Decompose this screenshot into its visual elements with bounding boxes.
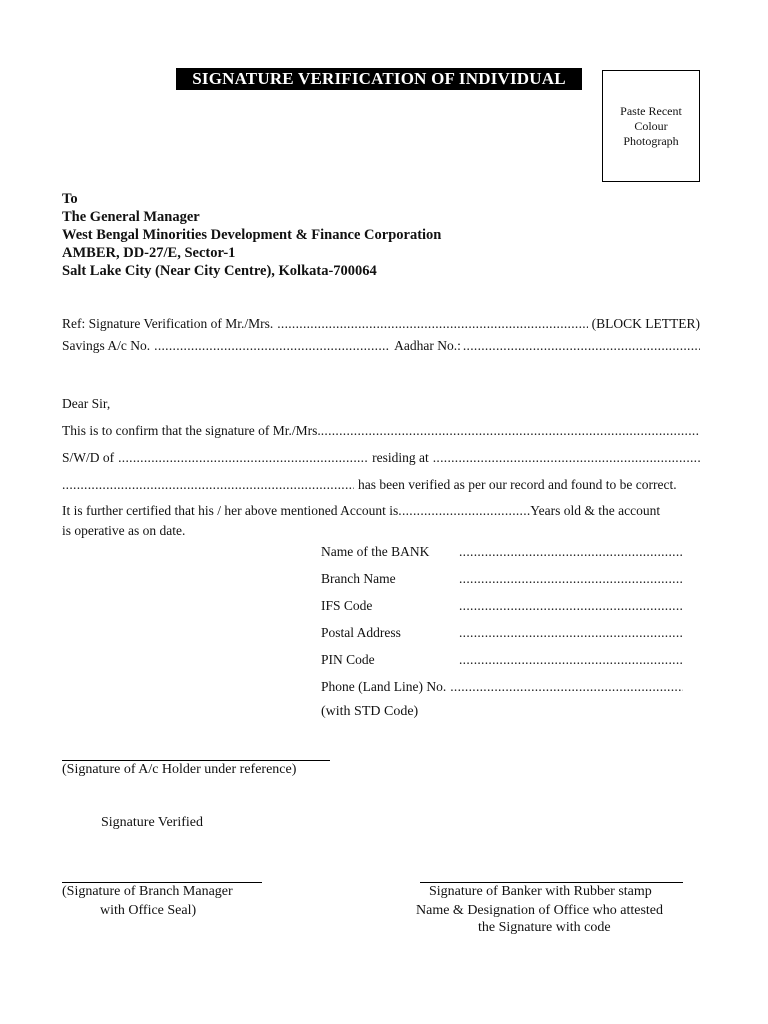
address-line: West Bengal Minorities Development & Finance Corporation	[62, 227, 442, 243]
holder-name-fill-field[interactable]	[321, 423, 700, 439]
swd-label: S/W/D of	[62, 450, 115, 465]
address-line: The General Manager	[62, 209, 200, 225]
bank-field-row	[321, 598, 683, 614]
ifs-code-fill-field[interactable]	[459, 598, 683, 614]
address-continue-fill-field[interactable]	[62, 477, 354, 493]
signature-verified-label: Signature Verified	[101, 815, 203, 830]
confirm-text: This is to confirm that the signature of Mr./Mrs.	[62, 423, 321, 438]
photo-placeholder-box	[602, 70, 700, 182]
operative-text: is operative as on date.	[62, 523, 186, 538]
branch-name-fill-field[interactable]	[459, 571, 683, 587]
form-title: SIGNATURE VERIFICATION OF INDIVIDUAL	[176, 68, 582, 90]
salutation: Dear Sir,	[62, 396, 111, 411]
bank-name-fill-field[interactable]	[459, 544, 683, 560]
bank-field-row	[321, 652, 683, 668]
confirm-line	[62, 423, 700, 439]
bank-field-row	[321, 571, 683, 587]
manager-signature-line[interactable]	[62, 882, 262, 883]
address-line: Salt Lake City (Near City Centre), Kolkata-700064	[62, 263, 377, 279]
verified-line	[62, 477, 700, 493]
residing-label: residing at	[372, 450, 429, 465]
residence-fill-field[interactable]	[433, 450, 700, 466]
banker-signature-caption: the Signature with code	[478, 920, 611, 935]
address-to: To	[62, 191, 78, 207]
holder-signature-caption: (Signature of A/c Holder under reference)	[62, 762, 297, 777]
phone-fill-field[interactable]	[450, 679, 683, 695]
ref-line	[62, 316, 700, 332]
photo-box-line: Colour	[634, 118, 668, 133]
postal-address-fill-field[interactable]	[459, 625, 683, 641]
manager-signature-caption: (Signature of Branch Manager	[62, 884, 233, 899]
certified-text-b: Years old & the account	[530, 503, 661, 518]
certified-text-a: It is further certified that his / her above mentioned Account is	[62, 503, 399, 518]
banker-signature-caption: Name & Designation of Office who attested	[416, 903, 664, 918]
bank-field-label: Postal Address	[321, 625, 401, 640]
bank-field-row	[321, 679, 683, 695]
bank-field-row	[321, 544, 683, 560]
savings-account-fill-field[interactable]	[154, 338, 390, 354]
bank-field-label: Name of the BANK	[321, 544, 430, 559]
bank-field-row	[321, 625, 683, 641]
bank-field-label: PIN Code	[321, 652, 375, 667]
savings-label: Savings A/c No.	[62, 338, 151, 353]
recipient-address	[62, 190, 441, 280]
account-age-fill-field[interactable]	[398, 503, 530, 519]
pin-code-fill-field[interactable]	[459, 652, 683, 668]
certified-line	[62, 503, 692, 519]
photo-box-line: Photograph	[623, 133, 679, 148]
account-line	[62, 338, 700, 354]
holder-signature-line[interactable]	[62, 760, 330, 761]
verified-text: has been verified as per our record and found to be correct.	[358, 477, 677, 492]
std-code-note: (with STD Code)	[321, 704, 419, 719]
aadhar-label: Aadhar No.:	[394, 338, 461, 353]
block-letter-note: (BLOCK LETTER)	[591, 316, 700, 331]
bank-field-label: Branch Name	[321, 571, 396, 586]
address-line: AMBER, DD-27/E, Sector-1	[62, 245, 236, 261]
name-fill-field[interactable]	[277, 316, 587, 332]
banker-signature-caption: Signature of Banker with Rubber stamp	[429, 884, 652, 899]
bank-field-label: Phone (Land Line) No.	[321, 679, 447, 694]
swd-line	[62, 450, 700, 466]
photo-box-line: Paste Recent	[620, 103, 682, 118]
aadhar-fill-field[interactable]	[463, 338, 700, 354]
ref-label: Ref: Signature Verification of Mr./Mrs.	[62, 316, 274, 331]
banker-signature-line[interactable]	[420, 882, 683, 883]
bank-field-label: IFS Code	[321, 598, 373, 613]
manager-signature-caption: with Office Seal)	[100, 903, 197, 918]
relation-fill-field[interactable]	[118, 450, 368, 466]
